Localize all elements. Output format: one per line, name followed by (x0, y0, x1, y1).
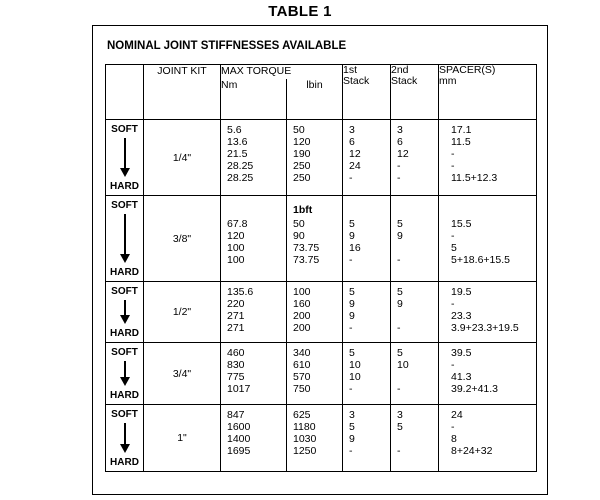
cell-value: 5 (397, 347, 403, 359)
cell-value: 5 (349, 347, 355, 359)
cell-value: - (349, 172, 353, 184)
cell-value: 13.6 (227, 136, 248, 148)
cell-value: 8 (451, 433, 457, 445)
soft-label: SOFT (111, 286, 138, 297)
soft-label: SOFT (111, 200, 138, 211)
cell-value: 847 (227, 409, 245, 421)
spacer-values (439, 405, 537, 472)
cell-value: 570 (293, 371, 311, 383)
cell-value: 610 (293, 359, 311, 371)
arrow-shaft (124, 214, 126, 255)
unit-spacer (397, 200, 438, 218)
cell-value: 775 (227, 371, 245, 383)
cell-value: 9 (349, 230, 355, 242)
cell-value: - (451, 359, 455, 371)
grade-cell (106, 282, 144, 343)
arrow-head (120, 254, 130, 263)
cell-value: 100 (227, 242, 245, 254)
lbin-values (287, 120, 343, 196)
cell-value: 16 (349, 242, 361, 254)
grade-cell (106, 120, 144, 196)
cell-value (397, 433, 438, 445)
down-arrow-icon (120, 361, 130, 386)
cell-value: 73.75 (293, 254, 320, 266)
header-spacers (439, 65, 537, 120)
first-stack-values (343, 120, 391, 196)
document-title: TABLE 1 (268, 3, 332, 20)
first-stack-values (343, 343, 391, 405)
header-spacers-line2: mm (439, 75, 457, 87)
cell-value: - (397, 172, 401, 184)
hard-label: HARD (110, 328, 139, 339)
cell-value: 50 (293, 218, 305, 230)
joint-stiffness-table (105, 64, 537, 472)
cell-value: 28.25 (227, 160, 254, 172)
cell-value: - (349, 322, 353, 334)
table-subtitle: NOMINAL JOINT STIFFNESSES AVAILABLE (107, 40, 347, 52)
down-arrow-icon (120, 300, 130, 324)
joint-kit-size: 3/8" (144, 196, 221, 282)
lbin-values (287, 282, 343, 343)
header-second-stack-line1: 2nd (391, 64, 409, 76)
cell-value: - (397, 322, 401, 334)
lbin-values (287, 343, 343, 405)
cell-value: 50 (293, 124, 305, 136)
cell-value: 3.9+23.3+19.5 (451, 322, 519, 334)
cell-value: 1400 (227, 433, 251, 445)
cell-value: 200 (293, 322, 311, 334)
cell-value: - (397, 254, 401, 266)
lbin-values (287, 405, 343, 472)
cell-value: 100 (293, 286, 311, 298)
joint-kit-size: 3/4" (144, 343, 221, 405)
cell-value: 10 (349, 371, 361, 383)
cell-value: 28.25 (227, 172, 254, 184)
cell-value: - (397, 160, 401, 172)
cell-value: 5 (397, 421, 403, 433)
cell-value (397, 310, 438, 322)
cell-value: - (451, 421, 455, 433)
joint-kit-size: 1/4" (144, 120, 221, 196)
cell-value: 250 (293, 160, 311, 172)
spacer-values (439, 120, 537, 196)
cell-value: 340 (293, 347, 311, 359)
arrow-shaft (124, 361, 126, 378)
cell-value: 9 (397, 230, 403, 242)
table-row (106, 405, 537, 472)
second-stack-values (391, 120, 439, 196)
table-row (106, 196, 537, 282)
cell-value: 160 (293, 298, 311, 310)
cell-value (397, 371, 438, 383)
header-spacers-line1: SPACER(S) (439, 64, 496, 76)
down-arrow-icon (120, 138, 130, 177)
cell-value: 625 (293, 409, 311, 421)
down-arrow-icon (120, 214, 130, 263)
grade-cell (106, 343, 144, 405)
cell-value: 5 (397, 218, 403, 230)
cell-value: 11.5+12.3 (451, 172, 498, 184)
arrow-shaft (124, 138, 126, 169)
grade-cell (106, 405, 144, 472)
cell-value: 830 (227, 359, 245, 371)
soft-label: SOFT (111, 409, 138, 420)
spacer-values (439, 282, 537, 343)
cell-value: 250 (293, 172, 311, 184)
cell-value: - (451, 148, 455, 160)
unit-spacer (451, 200, 536, 218)
header-first-stack-line2: Stack (343, 75, 370, 87)
cell-value: 190 (293, 148, 311, 160)
cell-value: 5.6 (227, 124, 242, 136)
cell-value: - (451, 298, 455, 310)
cell-value: 1600 (227, 421, 251, 433)
cell-value: 3 (349, 124, 355, 136)
second-stack-values (391, 343, 439, 405)
nm-values (221, 405, 287, 472)
cell-value: 9 (349, 298, 355, 310)
hard-label: HARD (110, 267, 139, 278)
cell-value: 5 (397, 286, 403, 298)
cell-value: - (349, 383, 353, 395)
cell-value: 24 (349, 160, 361, 172)
cell-value: 8+24+32 (451, 445, 493, 457)
cell-value: 271 (227, 322, 245, 334)
cell-value: 12 (397, 148, 409, 160)
cell-value: 10 (397, 359, 409, 371)
header-nm: Nm (221, 79, 287, 120)
header-first-stack (343, 65, 391, 120)
cell-value: 3 (397, 409, 403, 421)
arrow-head (120, 315, 130, 324)
cell-value: 6 (397, 136, 403, 148)
cell-value: 135.6 (227, 286, 254, 298)
cell-value: 9 (349, 310, 355, 322)
cell-value: 67.8 (227, 218, 248, 230)
table-row (106, 282, 537, 343)
cell-value: 1180 (293, 421, 316, 433)
cell-value: 39.5 (451, 347, 472, 359)
table-frame (92, 25, 548, 495)
cell-value: - (451, 230, 455, 242)
second-stack-values (391, 282, 439, 343)
cell-value: 90 (293, 230, 305, 242)
header-max-torque: MAX TORQUE (221, 65, 343, 80)
grade-cell (106, 196, 144, 282)
header-second-stack (391, 65, 439, 120)
unit-spacer (227, 200, 286, 218)
arrow-head (120, 444, 130, 453)
cell-value: 120 (227, 230, 245, 242)
nm-values (221, 343, 287, 405)
lbft-unit-label: 1bft (293, 204, 313, 216)
cell-value: 5 (349, 218, 355, 230)
joint-kit-size: 1" (144, 405, 221, 472)
hard-label: HARD (110, 457, 139, 468)
arrow-head (120, 168, 130, 177)
nm-values (221, 196, 287, 282)
cell-value: 17.1 (451, 124, 472, 136)
cell-value: 3 (397, 124, 403, 136)
cell-value: 41.3 (451, 371, 472, 383)
soft-label: SOFT (111, 347, 138, 358)
second-stack-values (391, 405, 439, 472)
joint-kit-size: 1/2" (144, 282, 221, 343)
cell-value: 5 (451, 242, 457, 254)
table-row (106, 120, 537, 196)
cell-value: - (349, 254, 353, 266)
unit-spacer (349, 200, 390, 218)
cell-value: 73.75 (293, 242, 320, 254)
soft-label: SOFT (111, 124, 138, 135)
table-body (106, 120, 537, 472)
table-row (106, 343, 537, 405)
cell-value: 220 (227, 298, 245, 310)
cell-value: - (349, 445, 353, 457)
nm-values (221, 120, 287, 196)
hard-label: HARD (110, 390, 139, 401)
cell-value: 200 (293, 310, 311, 322)
lbin-values (287, 196, 343, 282)
cell-value: 1017 (227, 383, 251, 395)
cell-value: 271 (227, 310, 245, 322)
cell-value (397, 242, 438, 254)
cell-value: 15.5 (451, 218, 472, 230)
first-stack-values (343, 282, 391, 343)
arrow-shaft (124, 300, 126, 316)
cell-value: 5+18.6+15.5 (451, 254, 510, 266)
cell-value: 12 (349, 148, 361, 160)
second-stack-values (391, 196, 439, 282)
spacer-values (439, 343, 537, 405)
cell-value: 750 (293, 383, 311, 395)
cell-value: - (397, 445, 401, 457)
cell-value: 5 (349, 421, 355, 433)
cell-value: - (451, 160, 455, 172)
header-grade-cell (106, 65, 144, 120)
cell-value: 24 (451, 409, 463, 421)
cell-value: 3 (349, 409, 355, 421)
cell-value: 1250 (293, 445, 317, 457)
cell-value: 1030 (293, 433, 317, 445)
cell-value: 460 (227, 347, 245, 359)
cell-value: 39.2+41.3 (451, 383, 499, 395)
cell-value: 9 (349, 433, 355, 445)
arrow-shaft (124, 423, 126, 445)
hard-label: HARD (110, 181, 139, 192)
header-joint-kit: JOINT KIT (144, 65, 221, 120)
down-arrow-icon (120, 423, 130, 453)
header-row-top (106, 65, 537, 80)
cell-value: 10 (349, 359, 361, 371)
arrow-head (120, 377, 130, 386)
header-second-stack-line2: Stack (391, 75, 418, 87)
cell-value: 1695 (227, 445, 251, 457)
cell-value: 100 (227, 254, 245, 266)
cell-value: 120 (293, 136, 311, 148)
cell-value: 21.5 (227, 148, 248, 160)
nm-values (221, 282, 287, 343)
cell-value: 11.5 (451, 136, 471, 148)
cell-value: 19.5 (451, 286, 472, 298)
header-lbin: lbin (287, 79, 343, 120)
cell-value: 5 (349, 286, 355, 298)
cell-value: - (397, 383, 401, 395)
spacer-values (439, 196, 537, 282)
cell-value: 9 (397, 298, 403, 310)
cell-value: 23.3 (451, 310, 472, 322)
first-stack-values (343, 405, 391, 472)
cell-value: 6 (349, 136, 355, 148)
header-first-stack-line1: 1st (343, 64, 358, 76)
first-stack-values (343, 196, 391, 282)
